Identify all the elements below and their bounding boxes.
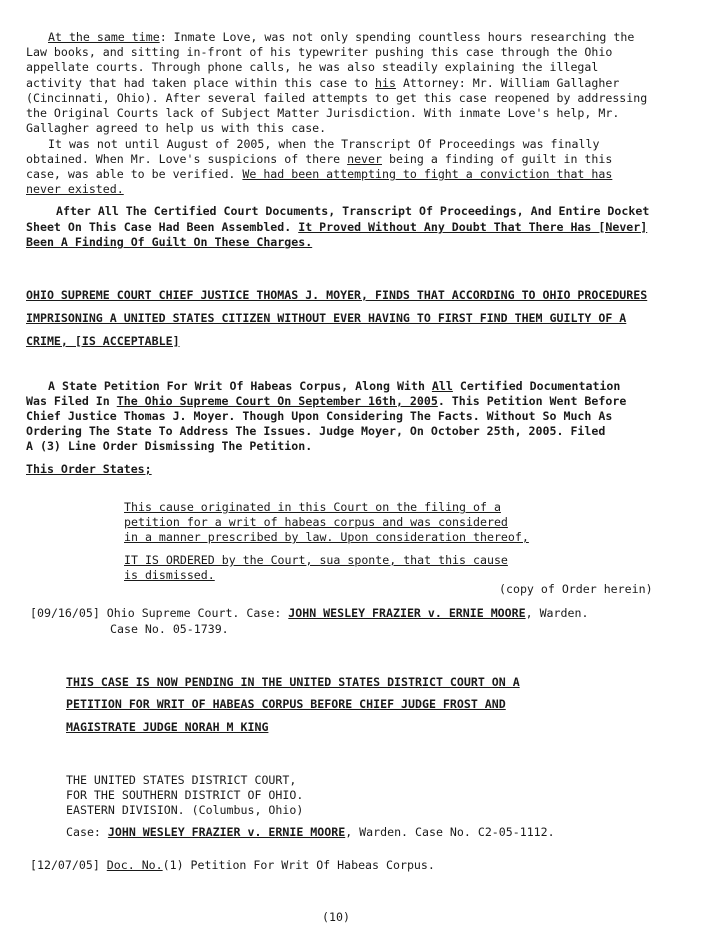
para4-line2-a: Was Filed In — [26, 394, 117, 408]
heading1-line3: CRIME, [IS ACCEPTABLE] — [26, 334, 180, 348]
para4-court-date: The Ohio Supreme Court On September 16th, 2005 — [116, 394, 438, 408]
district-line3: EASTERN DIVISION. (Columbus, Ohio) — [66, 803, 304, 817]
para2-line2-a: obtained. When Mr. Love's suspicions of there — [26, 152, 348, 166]
para4-all: All — [431, 379, 453, 393]
para1-line4-a: activity that had taken place within this case to — [26, 76, 376, 90]
para1-line1 — [48, 30, 634, 45]
para1-line1-rest: : Inmate Love, was not only spending countless hours researching the — [159, 30, 635, 44]
para4-line1-a: A State Petition For Writ Of Habeas Corpus, Along With — [48, 379, 432, 393]
para4-line1 — [48, 379, 620, 394]
district-parties: JOHN WESLEY FRAZIER v. ERNIE MOORE — [107, 825, 346, 839]
case1-court: Ohio Supreme Court. Case: — [99, 606, 289, 620]
para2-line4: never existed. — [26, 182, 124, 196]
case1-case-no: Case No. 05-1739. — [110, 622, 229, 636]
para2-line2-c: being a finding of guilt in this — [382, 152, 613, 166]
para1-line3: appellate courts. Through phone calls, he was also steadily explaining the illegal — [26, 60, 599, 74]
para3-line2-emphasis: It Proved Without Any Doubt That There Has [Never] — [298, 220, 648, 234]
para2-line1: It was not until August of 2005, when the Transcript Of Proceedings was finally — [48, 137, 600, 151]
para2-line2 — [26, 152, 612, 167]
para3-line2 — [26, 220, 647, 235]
para3-line2-a: Sheet On This Case Had Been Assembled. — [26, 220, 299, 234]
para2-never: never — [347, 152, 382, 166]
heading2-line2: PETITION FOR WRIT OF HABEAS CORPUS BEFORE CHIEF JUDGE FROST AND — [66, 697, 506, 711]
para4-line4: Ordering The State To Address The Issues. Judge Moyer, On October 25th, 2005. Filed — [26, 424, 606, 438]
para1-line7: Gallagher agreed to help us with this case. — [26, 121, 327, 135]
case1-line1 — [30, 606, 588, 621]
para4-line1-c: Certified Documentation — [452, 379, 621, 393]
para3-line3: Been A Finding Of Guilt On These Charges. — [26, 235, 313, 249]
order-copy-note: (copy of Order herein) — [499, 582, 653, 596]
order-label: This Order States; — [26, 462, 152, 476]
para1-line4-c: Attorney: Mr. William Gallagher — [395, 76, 620, 90]
page-number: (10) — [322, 910, 350, 924]
para1-line4 — [26, 76, 619, 91]
docket-doc-no: Doc. No. — [106, 858, 163, 872]
order-quote-line5: is dismissed. — [124, 568, 215, 582]
para2-line3-emphasis: We had been attempting to fight a conviction that has — [242, 167, 613, 181]
heading1-line2: IMPRISONING A UNITED STATES CITIZEN WITHOUT EVER HAVING TO FIRST FIND THEM GUILTY OF A — [26, 311, 627, 325]
para4-line5: A (3) Line Order Dismissing The Petition. — [26, 439, 313, 453]
para1-line6: the Original Courts lack of Subject Matter Jurisdiction. With inmate Love's help, Mr. — [26, 106, 620, 120]
district-line1: THE UNITED STATES DISTRICT COURT, — [66, 773, 297, 787]
para1-same-time: At the same time — [48, 30, 160, 44]
docket-line — [30, 858, 435, 873]
para4-line2-c: . This Petition Went Before — [437, 394, 627, 408]
case1-date: [09/16/05] — [30, 606, 100, 620]
order-quote-line3: in a manner prescribed by law. Upon consideration thereof, — [124, 530, 529, 544]
case1-after: , Warden. — [525, 606, 589, 620]
heading2-line1: THIS CASE IS NOW PENDING IN THE UNITED STATES DISTRICT COURT ON A — [66, 675, 520, 689]
docket-date: [12/07/05] — [30, 858, 100, 872]
para1-line4-his: his — [375, 76, 396, 90]
district-line2: FOR THE SOUTHERN DISTRICT OF OHIO. — [66, 788, 304, 802]
para3-line1: After All The Certified Court Documents, Transcript Of Proceedings, And Entire Docket — [56, 204, 650, 218]
para1-line2: Law books, and sitting in-front of his typewriter pushing this case through the Ohio — [26, 45, 613, 59]
heading1-line1: OHIO SUPREME COURT CHIEF JUSTICE THOMAS J. MOYER, FINDS THAT ACCORDING TO OHIO PROCEDURES — [26, 288, 648, 302]
para4-line2 — [26, 394, 626, 409]
order-quote-line2: petition for a writ of habeas corpus and was considered — [124, 515, 508, 529]
para2-line3-a: case, was able to be verified. — [26, 167, 243, 181]
para1-line5: (Cincinnati, Ohio). After several failed attempts to get this case reopened by addressing — [26, 91, 648, 105]
district-case — [66, 825, 555, 840]
order-quote-line1: This cause originated in this Court on the filing of a — [124, 500, 501, 514]
docket-entry: (1) Petition For Writ Of Habeas Corpus. — [162, 858, 435, 872]
case1-parties: JOHN WESLEY FRAZIER v. ERNIE MOORE — [288, 606, 526, 620]
para2-line3 — [26, 167, 612, 182]
para4-line3: Chief Justice Thomas J. Moyer. Though Upon Considering The Facts. Without So Much As — [26, 409, 613, 423]
district-case-after: , Warden. Case No. C2-05-1112. — [345, 825, 555, 839]
district-case-label: Case: — [66, 825, 108, 839]
heading2-line3: MAGISTRATE JUDGE NORAH M KING — [66, 720, 269, 734]
order-quote-line4: IT IS ORDERED by the Court, sua sponte, that this cause — [124, 553, 508, 567]
